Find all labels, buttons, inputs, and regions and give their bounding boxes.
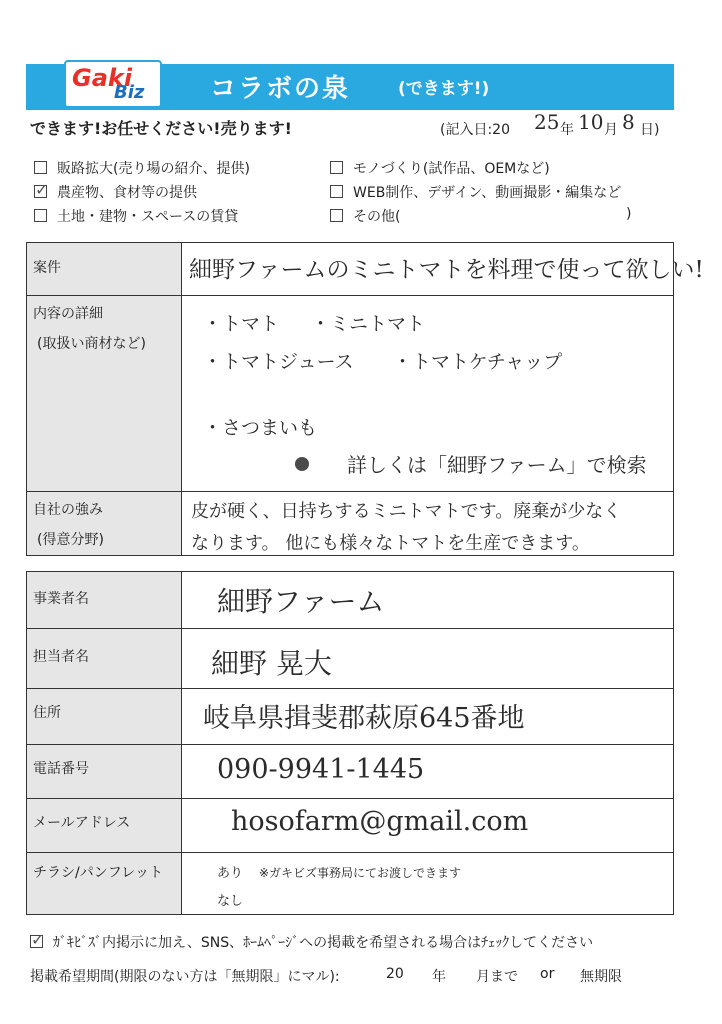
details-label: 内容の詳細 — [33, 306, 103, 322]
checkbox[interactable] — [34, 209, 47, 222]
row-divider — [27, 295, 673, 296]
form-subtitle: (できます!) — [398, 79, 490, 99]
company-table — [26, 571, 674, 915]
period-unlimited[interactable]: 無期限 — [580, 969, 622, 985]
flyer-label: チラシ/パンフレット — [33, 865, 164, 881]
period-year-unit: 年 — [432, 969, 446, 985]
date-month-unit: 月 — [604, 122, 618, 138]
logo-text-bottom: Biz — [114, 82, 145, 103]
other-close-paren: ) — [626, 206, 632, 222]
logo-text-top: Gaki — [72, 64, 133, 92]
details-line: ・ミニトマト — [311, 313, 426, 335]
checklist-item-web[interactable]: WEB制作、デザイン、動画撮影・編集など — [330, 182, 621, 202]
tagline: できます!お任せください!売ります! — [30, 119, 292, 138]
period-month-unit: 月まで — [476, 969, 518, 985]
row-divider — [27, 744, 673, 745]
details-line: ・さつまいも — [203, 417, 318, 439]
date-day: 8 — [622, 110, 635, 134]
flyer-option-no[interactable]: なし — [217, 894, 244, 909]
case-value: 細野ファームのミニトマトを料理で使って欲しい! — [189, 257, 704, 283]
date-year: 25 — [534, 110, 560, 134]
consent-row[interactable] — [30, 932, 593, 952]
date-year-unit: 年 — [560, 122, 574, 138]
details-line: ・トマト — [203, 313, 280, 335]
flyer-note: ※ガキビズ事務局にてお渡しできます — [259, 866, 462, 880]
person-label: 担当者名 — [33, 649, 89, 665]
strength-label: 自社の強み — [33, 502, 103, 518]
checkbox-checked[interactable] — [34, 180, 49, 199]
details-line: 詳しくは「細野ファーム」で検索 — [347, 453, 647, 477]
date-day-unit: 日) — [640, 122, 660, 138]
details-line: ・トマトジュース — [203, 351, 354, 373]
bullet-dot-icon — [295, 457, 309, 471]
case-label: 案件 — [33, 260, 61, 276]
date-month: 10 — [578, 110, 604, 134]
period-label: 掲載希望期間(期限のない方は「無期限」にマル): — [30, 969, 340, 985]
details-sublabel: (取扱い商材など) — [37, 336, 146, 352]
consent-checkbox[interactable] — [30, 930, 45, 949]
check-mark-icon: ✓ — [35, 180, 49, 199]
email-label: メールアドレス — [33, 815, 131, 831]
phone-label: 電話番号 — [33, 761, 89, 777]
row-divider — [27, 688, 673, 689]
checklist-item-other[interactable]: その他( — [330, 206, 400, 226]
row-divider — [27, 491, 673, 492]
period-year-prefix: 20 — [386, 966, 404, 982]
person-value: 細野 晃大 — [211, 647, 332, 680]
form-title: コラボの泉 — [210, 74, 351, 104]
check-mark-icon: ✓ — [31, 930, 45, 949]
strength-line: なります。 他にも様々なトマトを生産できます。 — [191, 533, 590, 554]
checkbox[interactable] — [330, 185, 343, 198]
row-divider — [27, 852, 673, 853]
name-value: 細野ファーム — [217, 585, 385, 618]
row-divider — [27, 628, 673, 629]
date-prefix: (記入日:20 — [440, 122, 510, 138]
address-value: 岐阜県揖斐郡萩原645番地 — [203, 703, 525, 734]
checklist-item-manufacturing[interactable]: モノづくり(試作品、OEMなど) — [330, 158, 550, 178]
project-table — [26, 242, 704, 556]
checkbox[interactable] — [330, 209, 343, 222]
period-or: or — [540, 966, 555, 982]
row-divider — [27, 798, 673, 799]
strength-sublabel: (得意分野) — [37, 532, 104, 548]
checkbox[interactable] — [34, 161, 47, 174]
checklist-item-land[interactable]: 土地・建物・スペースの賃貸 — [34, 206, 238, 226]
name-label: 事業者名 — [33, 591, 89, 607]
details-line: ・トマトケチャップ — [393, 351, 563, 373]
consent-text: ｶﾞｷﾋﾞｽﾞ内掲示に加え、SNS、ﾎｰﾑﾍﾟｰｼﾞへの掲載を希望される場合はﾁｪｯｸしてください — [53, 935, 594, 951]
flyer-option-yes[interactable]: あり — [217, 866, 244, 881]
strength-line: 皮が硬く、日持ちするミニトマトです。廃棄が少なく — [191, 501, 622, 522]
phone-value: 090-9941-1445 — [217, 754, 425, 785]
checklist-item-sales[interactable]: 販路拡大(売り場の紹介、提供) — [34, 158, 250, 178]
address-label: 住所 — [33, 705, 61, 721]
checkbox[interactable] — [330, 161, 343, 174]
gakibiz-logo — [64, 60, 162, 108]
checklist-item-agri[interactable]: ✓ 農産物、食材等の提供 — [35, 180, 197, 201]
email-value: hosofarm@gmail.com — [231, 806, 529, 837]
